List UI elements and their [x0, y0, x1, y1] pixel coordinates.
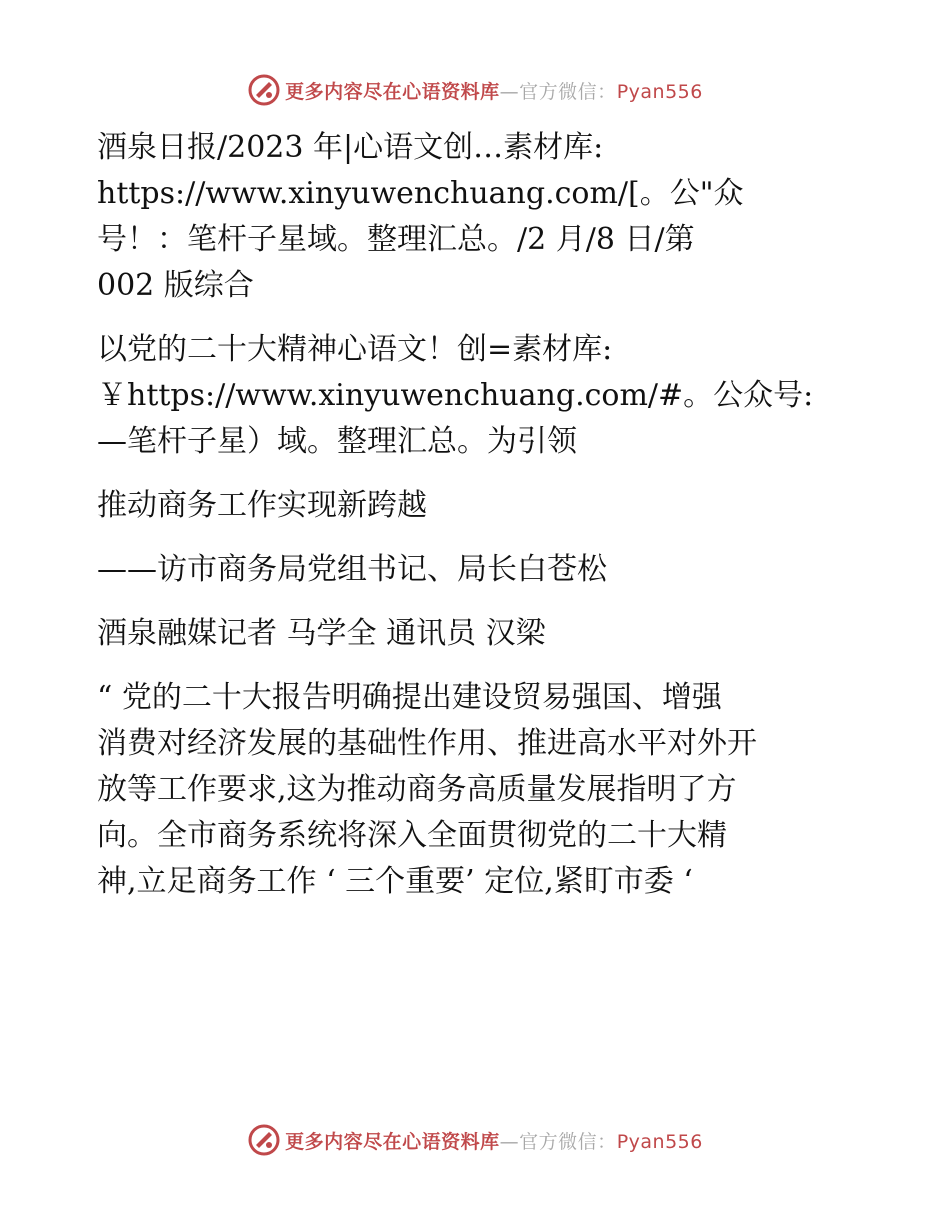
paragraph-source-1	[97, 125, 857, 309]
text-line: https://www.xinyuwenchuang.com/[。公"众	[97, 176, 744, 211]
text-line: 神,立足商务工作 ‘ 三个重要’ 定位,紧盯市委 ‘	[97, 864, 693, 899]
text-line: —笔杆子星）域。整理汇总。为引领	[97, 424, 577, 459]
watermark-text	[285, 77, 703, 104]
watermark-header	[0, 70, 950, 110]
text-line: 002 版综合	[97, 268, 254, 303]
text-line: 向。全市商务系统将深入全面贯彻党的二十大精	[97, 818, 727, 853]
watermark-official: 官方微信：	[519, 1130, 617, 1153]
watermark-text	[285, 1127, 703, 1154]
article-title	[97, 483, 857, 529]
article-byline	[97, 611, 857, 657]
text-line: “ 党的二十大报告明确提出建设贸易强国、增强	[97, 680, 722, 715]
article-paragraph	[97, 675, 857, 905]
text-line: 酒泉融媒记者 马学全 通讯员 汉梁	[97, 616, 546, 651]
document-body	[97, 125, 857, 905]
text-line: 放等工作要求,这为推动商务高质量发展指明了方	[97, 772, 737, 807]
watermark-footer	[0, 1120, 950, 1160]
watermark-sep: —	[499, 1130, 520, 1153]
text-line: ——访市商务局党组书记、局长白苍松	[97, 552, 607, 587]
text-line: 以党的二十大精神心语文！创=素材库:	[97, 332, 613, 367]
brand-logo-icon	[247, 1123, 281, 1157]
paragraph-source-2	[97, 327, 857, 465]
text-line: 消费对经济发展的基础性作用、推进高水平对外开	[97, 726, 757, 761]
watermark-main: 更多内容尽在心语资料库	[285, 1130, 500, 1153]
brand-logo-icon	[247, 73, 281, 107]
text-line: ￥https://www.xinyuwenchuang.com/#。公众号:	[97, 378, 814, 413]
watermark-id: Pyan556	[616, 80, 703, 103]
text-line: 推动商务工作实现新跨越	[97, 488, 427, 523]
text-line: 酒泉日报/2023 年|心语文创…素材库:	[97, 130, 604, 165]
watermark-sep: —	[499, 80, 520, 103]
article-subtitle	[97, 547, 857, 593]
watermark-id: Pyan556	[616, 1130, 703, 1153]
text-line: 号！：笔杆子星域。整理汇总。/2 月/8 日/第	[97, 222, 695, 257]
watermark-official: 官方微信：	[519, 80, 617, 103]
watermark-main: 更多内容尽在心语资料库	[285, 80, 500, 103]
